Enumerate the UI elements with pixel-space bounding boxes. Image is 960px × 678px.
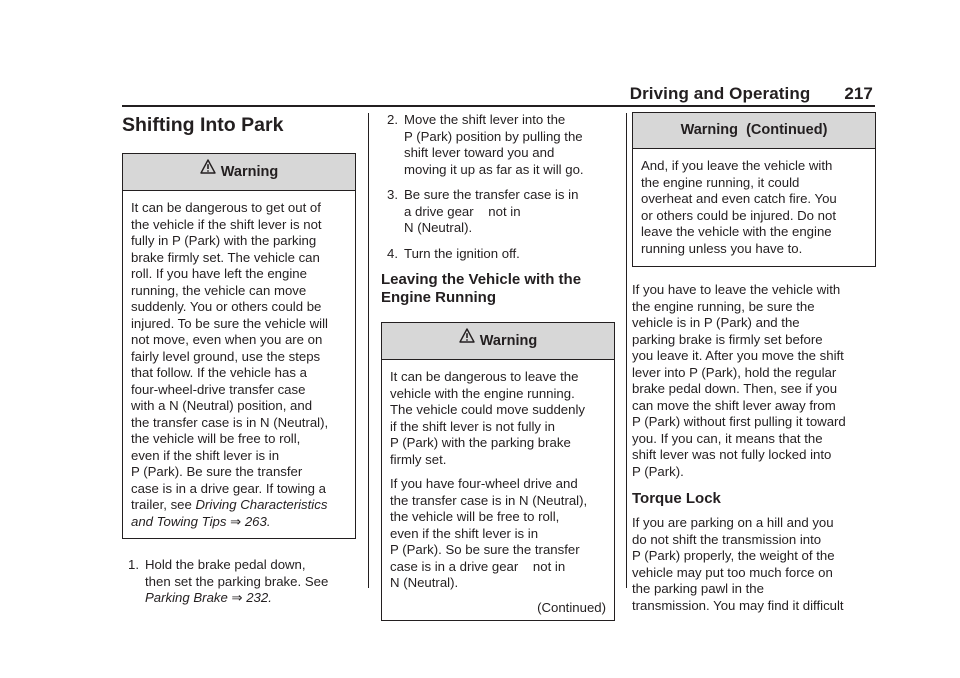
warning-line: The vehicle could move suddenly <box>390 402 585 417</box>
warning-line: the transfer case is in N (Neutral), <box>131 414 329 430</box>
warning-line: even if the shift lever is in <box>131 447 280 463</box>
text-line: brake pedal down. Then, see if you <box>632 381 838 396</box>
column-2 <box>381 112 615 621</box>
warning-line: firmly set. <box>390 451 447 467</box>
page-ref-232[interactable]: 232 <box>246 590 269 605</box>
warning-line: even if the shift lever is in <box>390 525 539 541</box>
text-line: vehicle is in P (Park) and the <box>632 315 800 330</box>
warning-box-continued <box>632 112 876 267</box>
link-towing-tips[interactable]: and Towing Tips <box>131 513 227 529</box>
step-line: Hold the brake pedal down, <box>145 557 306 572</box>
steps-list-2 <box>381 112 615 262</box>
warning-box-engine-running <box>381 322 615 621</box>
warning-line: or others could be injured. Do not <box>641 207 836 223</box>
warning-paragraph <box>390 369 606 468</box>
warning-body <box>382 360 614 620</box>
warning-line: the vehicle will be free to roll, <box>390 509 560 524</box>
warning-line: that follow. If the vehicle has a <box>131 365 307 380</box>
step-line: moving it up as far as it will go. <box>404 161 584 177</box>
warning-header <box>382 323 614 360</box>
text-line: do not shift the transmission into <box>632 531 822 547</box>
step-number: 2. <box>387 112 398 127</box>
heading-line: Leaving the Vehicle with the <box>381 271 582 288</box>
text-line: transmission. You may find it difficult <box>632 597 844 613</box>
list-item <box>381 246 615 263</box>
page-ref-arrow-icon: ⇒ <box>226 513 245 529</box>
warning-line: case is in a drive gear. If towing a <box>131 480 326 496</box>
text-line: you leave it. After you move the shift <box>632 348 844 363</box>
warning-paragraph <box>641 158 867 257</box>
text-line: vehicle may put too much force on <box>632 564 833 580</box>
warning-text: It can be dangerous to get out of the vehicle if the shift lever is not fully in P (Park) with the parking brake firmly set. The vehicle can roll. If you have left the engine running, the vehicle can move suddenly. You or others could be injured. To be sure the vehicle will not move, even when you are on fairly level ground, use the steps that follow. If the vehicle has a four-wheel-drive transfer case with a N (Neutral) position, and the transfer case is in N (Neutral), the vehicle will be free to roll, even if the shift lever is in P (Park). Be sure the transfer case is in a drive gear. If towing a trailer, see Driving Characteristics and Towing Tips ⇒ 263. <box>131 200 329 529</box>
text-line: shift lever was not fully locked into <box>632 447 832 462</box>
heading-line: Engine Running <box>381 289 496 306</box>
warning-line: the transfer case is in N (Neutral), <box>390 492 588 508</box>
warning-line: P (Park). So be sure the transfer <box>390 542 580 557</box>
warning-triangle-icon <box>459 321 475 357</box>
step-line: shift lever toward you and <box>404 145 555 160</box>
warning-body <box>633 149 875 266</box>
text-line: If you are parking on a hill and you <box>632 515 834 530</box>
text-line: parking brake is firmly set before <box>632 331 823 347</box>
warning-line: It can be dangerous to leave the <box>390 369 579 384</box>
step-number: 1. <box>128 557 139 572</box>
warning-line: P (Park) with the parking brake <box>390 435 571 450</box>
warning-header <box>123 154 355 191</box>
list-item: 1. Hold the brake pedal down, then set the parking brake. See Parking Brake ⇒ 232. <box>128 557 329 605</box>
list-item <box>381 187 615 237</box>
step-line: then set the parking brake. See <box>145 573 329 589</box>
warning-line: the vehicle will be free to roll, <box>131 431 301 446</box>
steps-list-1 <box>122 557 356 607</box>
warning-line: injured. To be sure the vehicle will <box>131 315 328 331</box>
warning-line: leave the vehicle with the engine <box>641 224 832 239</box>
text-line: P (Park) without first pulling it toward <box>632 414 846 429</box>
running-header <box>0 84 873 104</box>
warning-line: If you have four-wheel drive and <box>390 476 578 491</box>
step-line: N (Neutral). <box>404 220 473 235</box>
warning-line: suddenly. You or others could be <box>131 299 322 314</box>
warning-line: overheat and even catch fire. You <box>641 191 837 206</box>
warning-line: the vehicle if the shift lever is not <box>131 216 322 232</box>
warning-paragraph <box>390 476 606 592</box>
warning-line: if the shift lever is not fully in <box>390 418 555 434</box>
continued-label: (Continued) <box>537 599 606 615</box>
warning-line: fully in P (Park) with the parking <box>131 233 317 248</box>
warning-title: Warning <box>479 333 538 349</box>
text-line: lever into P (Park), hold the regular <box>632 364 837 380</box>
step-line: Turn the ignition off. <box>404 245 520 261</box>
step-number: 3. <box>387 187 398 202</box>
column-3 <box>632 112 876 614</box>
warning-title: Warning (Continued) <box>680 122 828 138</box>
warning-line: brake firmly set. The vehicle can <box>131 249 320 265</box>
text-line: P (Park) properly, the weight of the <box>632 548 835 563</box>
page-ref-263[interactable]: 263 <box>244 513 267 529</box>
header-rule <box>122 105 875 107</box>
warning-line: four-wheel-drive transfer case <box>131 381 306 397</box>
section-title: Driving and Operating <box>629 84 811 103</box>
warning-line: with a N (Neutral) position, and <box>131 398 313 413</box>
warning-line: case is in a drive gear not in <box>390 558 566 574</box>
warning-triangle-icon <box>200 152 216 188</box>
text-line: the parking pawl in the <box>632 581 764 596</box>
step-line: Be sure the transfer case is in <box>404 187 579 202</box>
section-heading-torque-lock: Torque Lock <box>632 490 721 507</box>
link-driving-characteristics[interactable]: Driving Characteristics <box>195 497 328 512</box>
link-parking-brake[interactable]: Parking Brake <box>145 590 228 605</box>
step-number: 4. <box>387 245 398 261</box>
warning-line: P (Park). Be sure the transfer <box>131 464 303 479</box>
warning-line: fairly level ground, use the steps <box>131 348 321 364</box>
warning-line: vehicle with the engine running. <box>390 385 575 401</box>
text-line: the engine running, be sure the <box>632 298 815 314</box>
warning-body <box>123 191 355 538</box>
page-ref-arrow-icon: ⇒ <box>227 590 247 605</box>
paragraph-leave-running <box>632 282 876 480</box>
text-line: can move the shift lever away from <box>632 397 836 413</box>
list-item <box>381 112 615 178</box>
section-heading-shifting-into-park: Shifting Into Park <box>122 114 284 136</box>
warning-line: running unless you have to. <box>641 240 803 256</box>
step-line: Move the shift lever into the <box>404 112 566 127</box>
warning-header <box>633 113 875 149</box>
column-1 <box>122 112 356 616</box>
warning-line: the engine running, it could <box>641 174 800 190</box>
step-line: a drive gear not in <box>404 203 521 219</box>
section-heading-leaving-vehicle <box>381 271 615 307</box>
step-line: P (Park) position by pulling the <box>404 128 583 144</box>
warning-line: roll. If you have left the engine <box>131 266 307 281</box>
warning-line: running, the vehicle can move <box>131 282 307 298</box>
warning-line: And, if you leave the vehicle with <box>641 158 833 173</box>
paragraph-torque-lock <box>632 515 876 614</box>
page-number: 217 <box>844 84 873 103</box>
text-line: If you have to leave the vehicle with <box>632 282 841 297</box>
column-divider-1 <box>368 113 369 588</box>
warning-line: It can be dangerous to get out of <box>131 200 321 215</box>
text-line: you. If you can, it means that the <box>632 430 823 446</box>
warning-line: not move, even when you are on <box>131 332 323 347</box>
warning-line: N (Neutral). <box>390 575 459 590</box>
column-divider-2 <box>626 113 627 588</box>
text-line: P (Park). <box>632 463 684 479</box>
warning-ref-prefix: trailer, see <box>131 497 196 512</box>
warning-title: Warning <box>220 164 279 180</box>
warning-box-park <box>122 153 356 539</box>
